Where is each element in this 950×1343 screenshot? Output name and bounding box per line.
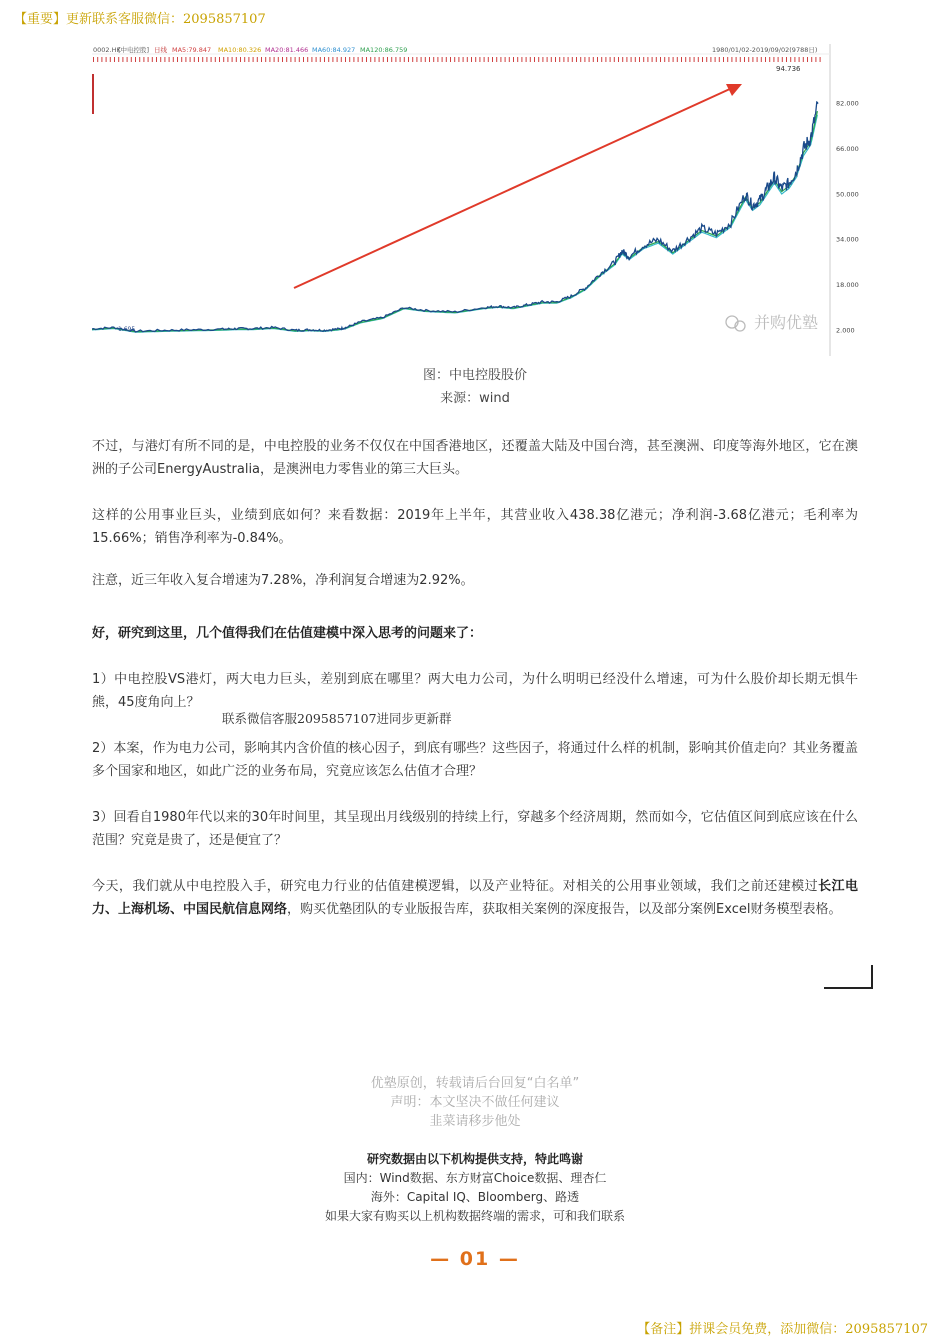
paragraph-3: 注意，近三年收入复合增速为7.28%，净利润复合增速为2.92%。 bbox=[92, 573, 474, 588]
page-number: — 01 — bbox=[430, 1248, 520, 1270]
event-tick bbox=[639, 57, 640, 62]
event-tick bbox=[769, 57, 770, 62]
chart-period: 日线 bbox=[154, 46, 167, 54]
event-tick bbox=[786, 57, 787, 62]
event-tick bbox=[668, 57, 669, 62]
event-tick bbox=[748, 57, 749, 62]
event-tick bbox=[227, 57, 228, 62]
event-tick bbox=[593, 57, 594, 62]
event-tick bbox=[484, 57, 485, 62]
event-tick bbox=[505, 57, 506, 62]
event-tick bbox=[820, 57, 821, 62]
event-tick bbox=[475, 57, 476, 62]
event-tick bbox=[395, 57, 396, 62]
event-tick bbox=[765, 57, 766, 62]
event-tick bbox=[479, 57, 480, 62]
y-tick-label: 82.000 bbox=[836, 99, 859, 108]
paragraph-1: 不过，与港灯有所不同的是，中电控股的业务不仅仅在中国香港地区，还覆盖大陆及中国台湾，甚至澳洲、印度等海外地区，它在澳洲的子公司EnergyAustralia，是澳洲电力零售业的第三大巨头。 bbox=[92, 439, 858, 477]
event-tick bbox=[437, 57, 438, 62]
event-tick bbox=[605, 57, 606, 62]
chart-ma10: MA10:80.326 bbox=[218, 46, 262, 54]
event-tick bbox=[773, 57, 774, 62]
event-tick bbox=[257, 57, 258, 62]
event-tick bbox=[328, 57, 329, 62]
event-tick bbox=[715, 57, 716, 62]
event-tick bbox=[400, 57, 401, 62]
event-tick bbox=[458, 57, 459, 62]
event-tick bbox=[316, 57, 317, 62]
event-tick bbox=[379, 57, 380, 62]
event-tick bbox=[496, 57, 497, 62]
event-tick bbox=[320, 57, 321, 62]
event-tick bbox=[563, 57, 564, 62]
event-tick bbox=[555, 57, 556, 62]
event-tick bbox=[492, 57, 493, 62]
event-tick bbox=[106, 57, 107, 62]
event-tick bbox=[236, 57, 237, 62]
y-tick-label: 66.000 bbox=[836, 145, 859, 153]
event-tick bbox=[307, 57, 308, 62]
event-tick bbox=[185, 57, 186, 62]
event-tick bbox=[177, 57, 178, 62]
event-tick bbox=[559, 57, 560, 62]
y-tick-label: 50.000 bbox=[836, 190, 859, 199]
event-tick bbox=[370, 57, 371, 62]
footer-warning: 韭菜请移步他处 bbox=[429, 1114, 521, 1129]
event-tick bbox=[614, 57, 615, 62]
event-tick bbox=[425, 57, 426, 62]
event-tick bbox=[513, 57, 514, 62]
event-tick bbox=[698, 57, 699, 62]
stock-chart-svg bbox=[92, 44, 860, 356]
credit-overseas: 海外：Capital IQ、Bloomberg、路透 bbox=[370, 1190, 580, 1204]
event-tick bbox=[761, 57, 762, 62]
event-tick bbox=[286, 57, 287, 62]
event-tick bbox=[114, 57, 115, 62]
event-tick bbox=[164, 57, 165, 62]
event-tick bbox=[408, 57, 409, 62]
event-tick bbox=[572, 57, 573, 62]
event-tick bbox=[551, 57, 552, 62]
event-tick bbox=[647, 57, 648, 62]
event-tick bbox=[463, 57, 464, 62]
event-tick bbox=[811, 57, 812, 62]
left-marker bbox=[92, 74, 94, 114]
event-tick bbox=[295, 57, 296, 62]
watermark-text: 并购优塾 bbox=[754, 313, 819, 332]
plot-area bbox=[92, 44, 830, 356]
event-tick bbox=[122, 57, 123, 62]
section-lead: 好，研究到这里，几个值得我们在估值建模中深入思考的问题来了： bbox=[92, 626, 483, 641]
event-tick bbox=[744, 57, 745, 62]
event-tick bbox=[681, 57, 682, 62]
footer-reprint: 优塾原创，转载请后台回复“白名单” bbox=[370, 1076, 580, 1091]
event-tick bbox=[538, 57, 539, 62]
event-tick bbox=[542, 57, 543, 62]
figure-caption: 图：中电控股股价 bbox=[422, 368, 527, 383]
event-tick bbox=[673, 57, 674, 62]
event-tick bbox=[677, 57, 678, 62]
event-tick bbox=[799, 57, 800, 62]
event-tick bbox=[366, 57, 367, 62]
event-tick bbox=[198, 57, 199, 62]
event-tick bbox=[500, 57, 501, 62]
event-tick bbox=[391, 57, 392, 62]
event-tick bbox=[429, 57, 430, 62]
event-tick bbox=[622, 57, 623, 62]
event-tick bbox=[156, 57, 157, 62]
event-tick bbox=[135, 57, 136, 62]
event-tick bbox=[190, 57, 191, 62]
header-note: 【重要】更新联系客服微信：2095857107 bbox=[14, 12, 266, 27]
paragraph-2: 这样的公用事业巨头，业绩到底如何？来看数据：2019年上半年，其营业收入438.38亿港元；净利润-3.68亿港元；毛利率为15.66%；销售净利率为-0.84%。 bbox=[92, 508, 858, 546]
event-tick bbox=[740, 57, 741, 62]
event-tick bbox=[803, 57, 804, 62]
event-tick bbox=[815, 57, 816, 62]
event-tick bbox=[127, 57, 128, 62]
event-tick bbox=[731, 57, 732, 62]
event-tick bbox=[597, 57, 598, 62]
event-tick bbox=[517, 57, 518, 62]
event-tick bbox=[324, 57, 325, 62]
event-tick bbox=[757, 57, 758, 62]
y-tick-label: 2.000 bbox=[836, 326, 855, 335]
low-label: 1.695 bbox=[118, 326, 136, 333]
event-tick bbox=[450, 57, 451, 62]
event-tick bbox=[727, 57, 728, 62]
event-tick bbox=[374, 57, 375, 62]
y-tick-labels bbox=[836, 100, 859, 335]
event-tick bbox=[689, 57, 690, 62]
event-tick bbox=[631, 57, 632, 62]
y-tick-label: 18.000 bbox=[836, 281, 859, 289]
event-tick bbox=[169, 57, 170, 62]
event-tick bbox=[404, 57, 405, 62]
paragraph-5-highlight: 长江电力、上海机场、中国民航信息网络 bbox=[92, 879, 858, 917]
event-tick bbox=[576, 57, 577, 62]
paragraph-5-part-c: ，购买优塾团队的专业版报告库，获取相关案例的深度报告，以及部分案例Excel财务模型表格。 bbox=[287, 902, 842, 917]
event-tick bbox=[723, 57, 724, 62]
event-tick bbox=[656, 57, 657, 62]
event-tick bbox=[719, 57, 720, 62]
chart-range: 1980/01/02-2019/09/02(9788日) bbox=[712, 46, 818, 54]
event-tick bbox=[282, 57, 283, 62]
event-tick bbox=[265, 57, 266, 62]
event-tick bbox=[660, 57, 661, 62]
event-tick bbox=[311, 57, 312, 62]
event-tick bbox=[118, 57, 119, 62]
event-tick bbox=[93, 57, 94, 62]
event-tick bbox=[421, 57, 422, 62]
chart-ma60: MA60:84.927 bbox=[312, 46, 356, 54]
event-tick bbox=[345, 57, 346, 62]
event-tick bbox=[807, 57, 808, 62]
event-tick bbox=[568, 57, 569, 62]
event-tick bbox=[362, 57, 363, 62]
event-tick bbox=[433, 57, 434, 62]
event-tick bbox=[219, 57, 220, 62]
event-tick bbox=[248, 57, 249, 62]
event-tick bbox=[148, 57, 149, 62]
event-tick bbox=[782, 57, 783, 62]
event-tick bbox=[534, 57, 535, 62]
wechat-note: 联系微信客服2095857107进同步更新群 bbox=[222, 711, 452, 726]
event-tick bbox=[341, 57, 342, 62]
event-tick bbox=[778, 57, 779, 62]
event-tick bbox=[110, 57, 111, 62]
event-tick bbox=[202, 57, 203, 62]
event-tick bbox=[547, 57, 548, 62]
y-tick-label: 34.000 bbox=[836, 235, 859, 244]
event-tick bbox=[349, 57, 350, 62]
event-tick bbox=[244, 57, 245, 62]
event-tick bbox=[471, 57, 472, 62]
event-tick bbox=[358, 57, 359, 62]
footer-disclaimer: 声明：本文坚决不做任何建议 bbox=[390, 1095, 560, 1110]
event-tick bbox=[488, 57, 489, 62]
event-tick bbox=[299, 57, 300, 62]
event-tick bbox=[387, 57, 388, 62]
paragraph-5 bbox=[92, 875, 858, 921]
event-tick bbox=[337, 57, 338, 62]
event-tick bbox=[278, 57, 279, 62]
event-tick bbox=[101, 57, 102, 62]
event-tick bbox=[181, 57, 182, 62]
event-tick bbox=[215, 57, 216, 62]
event-tick bbox=[685, 57, 686, 62]
event-tick bbox=[131, 57, 132, 62]
event-tick bbox=[223, 57, 224, 62]
event-tick bbox=[194, 57, 195, 62]
event-tick bbox=[446, 57, 447, 62]
event-tick bbox=[601, 57, 602, 62]
event-tick bbox=[618, 57, 619, 62]
event-tick bbox=[526, 57, 527, 62]
chart-ma120: MA120:86.759 bbox=[360, 46, 408, 54]
event-tick bbox=[303, 57, 304, 62]
event-tick bbox=[412, 57, 413, 62]
event-tick bbox=[442, 57, 443, 62]
event-tick bbox=[706, 57, 707, 62]
event-tick bbox=[509, 57, 510, 62]
event-tick bbox=[269, 57, 270, 62]
event-tick bbox=[584, 57, 585, 62]
chart-ma5: MA5:79.847 bbox=[172, 46, 212, 54]
event-tick bbox=[97, 57, 98, 62]
event-tick bbox=[416, 57, 417, 62]
chart-ticker: 0002.HK bbox=[93, 46, 121, 54]
footer-note: 【备注】拼课会员免费，添加微信：2095857107 bbox=[637, 1322, 928, 1337]
event-tick bbox=[261, 57, 262, 62]
chart-name-tag: [中电控股] bbox=[118, 46, 150, 54]
peak-label: 94.736 bbox=[776, 65, 801, 73]
corner-mark bbox=[824, 965, 873, 989]
event-tick bbox=[589, 57, 590, 62]
event-tick bbox=[790, 57, 791, 62]
event-tick bbox=[240, 57, 241, 62]
event-tick bbox=[290, 57, 291, 62]
question-1: 1）中电控股VS港灯，两大电力巨头，差别到底在哪里？两大电力公司，为什么明明已经没什么增速，可为什么股价却长期无惧牛熊，45度角向上？ bbox=[92, 672, 858, 710]
event-tick bbox=[710, 57, 711, 62]
event-tick bbox=[211, 57, 212, 62]
credit-contact: 如果大家有购买以上机构数据终端的需求，可和我们联系 bbox=[324, 1209, 625, 1223]
paragraph-4 bbox=[92, 622, 858, 645]
event-tick bbox=[173, 57, 174, 62]
event-tick bbox=[626, 57, 627, 62]
event-tick bbox=[635, 57, 636, 62]
event-tick bbox=[794, 57, 795, 62]
question-3: 3）回看自1980年代以来的30年时间里，其呈现出月线级别的持续上行，穿越多个经济周期，然而如今，它估值区间到底应该在什么范围？究竟是贵了，还是便宜了？ bbox=[92, 810, 858, 848]
event-tick bbox=[752, 57, 753, 62]
event-tick bbox=[353, 57, 354, 62]
event-tick bbox=[454, 57, 455, 62]
event-tick bbox=[652, 57, 653, 62]
credit-domestic: 国内：Wind数据、东方财富Choice数据、理杏仁 bbox=[343, 1171, 607, 1185]
credit-title: 研究数据由以下机构提供支持，特此鸣谢 bbox=[366, 1152, 583, 1166]
event-tick bbox=[467, 57, 468, 62]
event-tick bbox=[702, 57, 703, 62]
event-tick bbox=[143, 57, 144, 62]
event-tick bbox=[160, 57, 161, 62]
event-tick bbox=[253, 57, 254, 62]
event-tick bbox=[736, 57, 737, 62]
event-tick bbox=[530, 57, 531, 62]
event-tick bbox=[694, 57, 695, 62]
event-tick bbox=[664, 57, 665, 62]
event-tick bbox=[580, 57, 581, 62]
chart-ma20: MA20:81.466 bbox=[265, 46, 309, 54]
event-tick bbox=[152, 57, 153, 62]
event-tick bbox=[332, 57, 333, 62]
event-tick bbox=[521, 57, 522, 62]
event-tick bbox=[643, 57, 644, 62]
event-tick bbox=[232, 57, 233, 62]
figure-source: 来源：wind bbox=[440, 391, 510, 406]
event-tick bbox=[206, 57, 207, 62]
event-tick bbox=[383, 57, 384, 62]
event-tick bbox=[139, 57, 140, 62]
question-2: 2）本案，作为电力公司，影响其内含价值的核心因子，到底有哪些？这些因子，将通过什么样的机制，影响其价值走向？其业务覆盖多个国家和地区，如此广泛的业务布局，究竟应该怎么估值才合理？ bbox=[92, 741, 858, 779]
event-tick bbox=[610, 57, 611, 62]
stock-price-chart bbox=[92, 44, 860, 356]
paragraph-5-part-a: 今天，我们就从中电控股入手，研究电力行业的估值建模逻辑，以及产业特征。对相关的公用事业领域，我们之前还建模过 bbox=[92, 879, 819, 894]
event-tick bbox=[274, 57, 275, 62]
